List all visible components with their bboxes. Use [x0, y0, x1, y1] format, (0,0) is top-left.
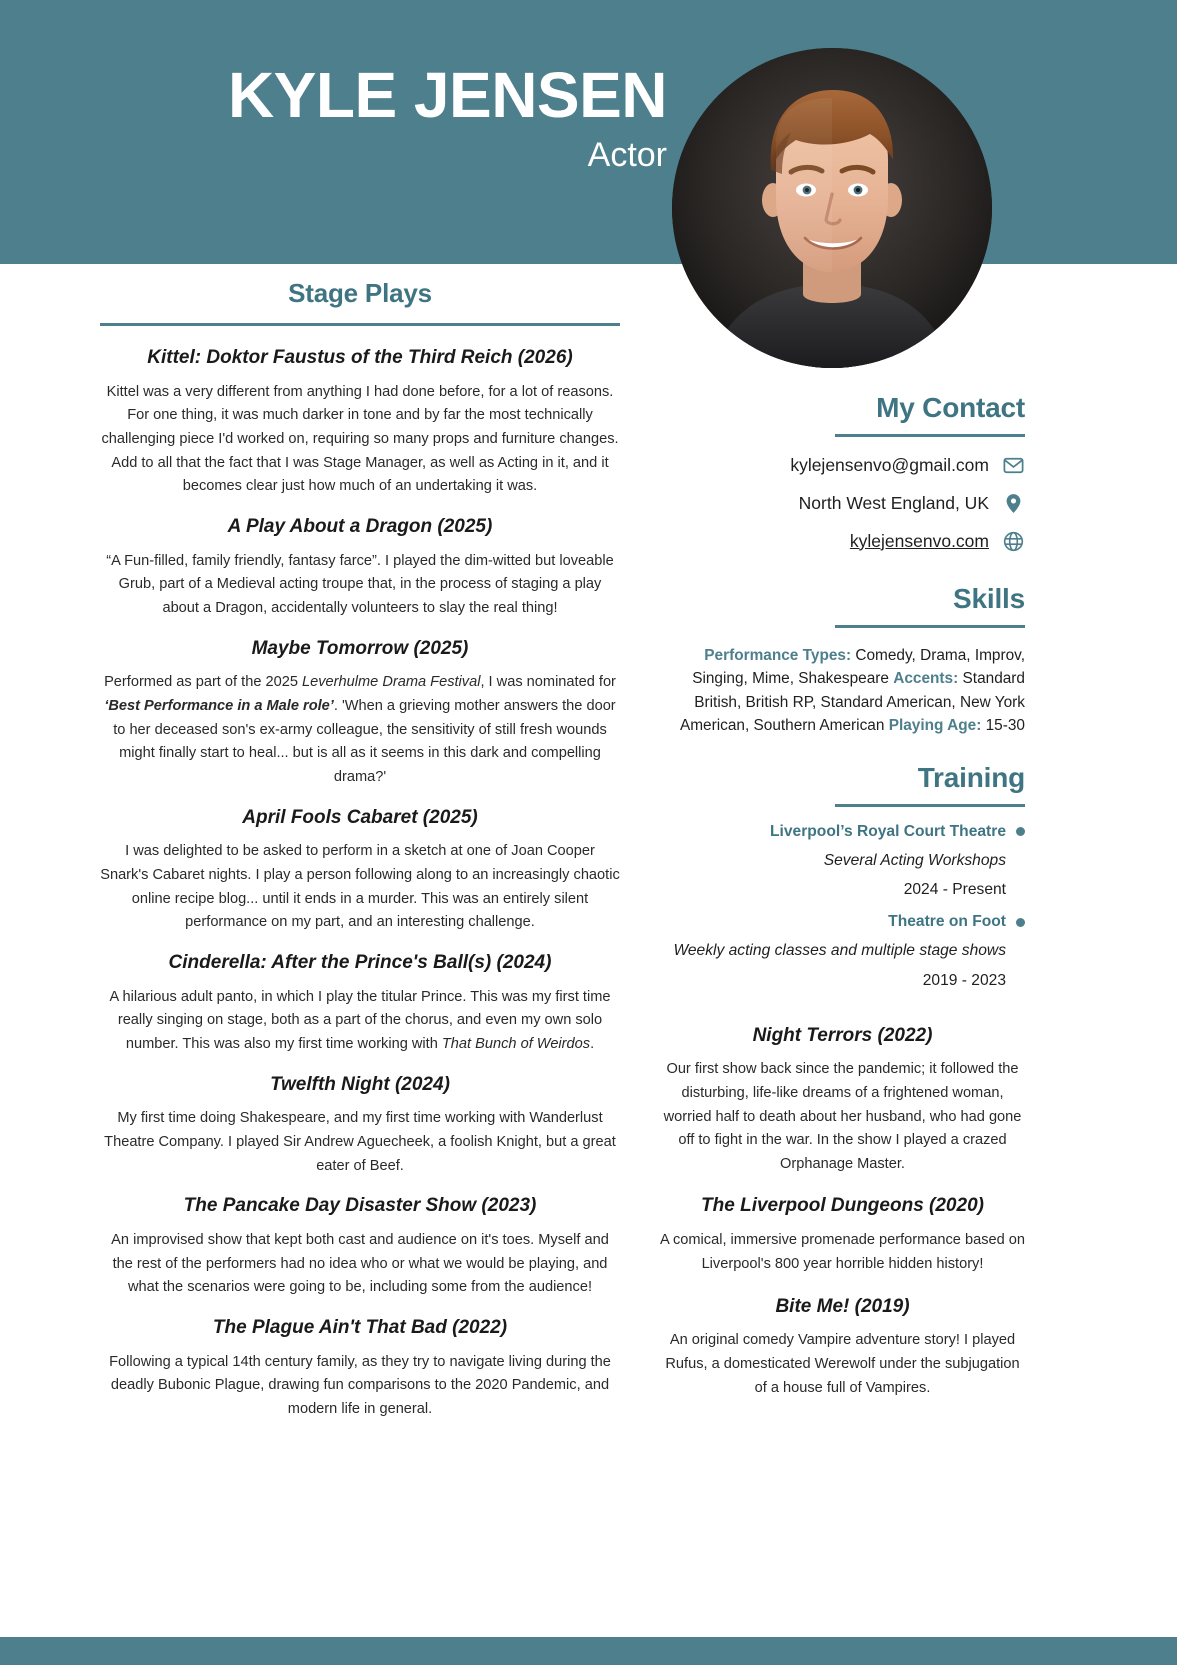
entry-title: The Liverpool Dungeons (2020) [701, 1195, 984, 1217]
training-org: Theatre on Foot [888, 913, 1006, 931]
page-title: KYLE JENSEN [227, 59, 667, 131]
entry-body: An improvised show that kept both cast and audience on it's toes. Myself and the rest of the performers had no idea who or what we would be playing, and what the scenarios were going to be, including some from the audience! [111, 1231, 609, 1296]
training-header [660, 913, 1025, 931]
training-entry [660, 913, 1025, 989]
contact-value: kylejensenvo@gmail.com [790, 454, 989, 475]
entry-body: A hilarious adult panto, in which I play the titular Prince. This was my first time really singing on stage, both as a part of the chorus, and even my own solo number. This was also my first time working with That Bunch of Weirdos. [109, 988, 611, 1052]
contact-value: North West England, UK [798, 492, 989, 513]
entry-title: Night Terrors (2022) [752, 1024, 933, 1046]
entry-body: I was delighted to be asked to perform in a sketch at one of Joan Cooper Snark's Cabaret nights. I play a person following along to an increasingly chaotic online recipe blog... until it ends in a murder. This was an entirely silent performance on my part, and an interesting challenge. [100, 843, 620, 931]
entry-title: The Plague Ain't That Bad (2022) [212, 1316, 508, 1338]
stage-play-entry [100, 515, 620, 621]
stage-play-entry [100, 806, 620, 935]
credit-entry [660, 1295, 1025, 1401]
entry-title: Twelfth Night (2024) [270, 1073, 450, 1095]
entry-body: A comical, immersive promenade performance based on Liverpool's 800 year horrible hidden history! [660, 1232, 1026, 1272]
entry-title: Cinderella: After the Prince's Ball(s) (2024) [168, 951, 552, 973]
training-dates: 2019 - 2023 [922, 971, 1006, 989]
contact-row[interactable] [660, 453, 1025, 477]
entry-title: Maybe Tomorrow (2025) [251, 637, 469, 659]
training-dates: 2024 - Present [903, 881, 1006, 899]
training-org: Liverpool’s Royal Court Theatre [770, 822, 1006, 840]
job-role: Actor [587, 136, 667, 175]
training-description: Several Acting Workshops [823, 851, 1006, 869]
map-pin-icon [1001, 491, 1025, 515]
contact-divider [835, 434, 1025, 437]
contact-row[interactable] [660, 491, 1025, 515]
stage-play-entry [100, 637, 620, 790]
bullet-dot-icon [1016, 918, 1025, 927]
skill-value: Comedy, Drama, Improv, Singing, Mime, Shakespeare [692, 647, 1025, 688]
entry-body: Following a typical 14th century family, as they try to navigate living during the deadly Bubonic Plague, drawing fun comparisons to the 2020 Pandemic, and modern life in general. [109, 1353, 611, 1417]
entry-body: An original comedy Vampire adventure story! I played Rufus, a domesticated Werewolf under the subjugation of a house full of Vampires. [665, 1332, 1020, 1396]
section-divider [100, 323, 620, 326]
sidebar-column [660, 392, 1025, 1400]
stage-play-entry [100, 951, 620, 1057]
stage-play-entry [100, 1073, 620, 1179]
training-entry [660, 823, 1025, 899]
skill-label: Performance Types: [704, 647, 852, 664]
training-header [660, 823, 1025, 841]
credit-entry [660, 1024, 1025, 1177]
skill-value: Standard British, British RP, Standard American, New York American, Southern American [679, 670, 1025, 735]
envelope-icon [1001, 453, 1025, 477]
training-list [660, 823, 1025, 990]
entry-body: Performed as part of the 2025 Leverhulme Drama Festival, I was nominated for ‘Best Performance in a Male role’. 'When a grieving mother answers the door to her deceased son's ex-army colleague, the sensitivity of still fresh wounds might finally start to heal... but is all as it seems in this dark and compelling drama?' [104, 674, 616, 785]
entry-title: The Pancake Day Disaster Show (2023) [183, 1195, 537, 1217]
skill-value: 15-30 [985, 717, 1025, 735]
entry-body: My first time doing Shakespeare, and my first time working with Wanderlust Theatre Company. I played Sir Andrew Aguecheek, a foolish Knight, but a great eater of Beef. [104, 1110, 616, 1174]
entry-title: April Fools Cabaret (2025) [242, 806, 478, 828]
training-divider [835, 804, 1025, 807]
bullet-dot-icon [1016, 827, 1025, 836]
entry-body: Kittel was a very different from anything I had done before, for a lot of reasons. For one thing, it was much darker in tone and by far the most technically challenging piece I'd worked on, requiring so many props and furniture changes. Add to all that the fact that I was Stage Manager, as well as Acting in it, and it becomes clear just how much of an undertaking it was. [101, 383, 619, 495]
entry-title: Bite Me! (2019) [775, 1295, 910, 1317]
contact-list [660, 453, 1025, 553]
stage-plays-heading: Stage Plays [288, 278, 432, 308]
skill-label: Playing Age: [888, 717, 982, 735]
skill-label: Accents: [893, 670, 959, 688]
stage-plays-column [100, 278, 620, 1436]
globe-icon [1001, 529, 1025, 553]
additional-credits-list [660, 1024, 1025, 1401]
credit-entry [660, 1194, 1025, 1276]
contact-value: kylejensenvo.com [849, 530, 989, 551]
header-banner [0, 0, 1177, 264]
stage-play-entry [100, 1316, 620, 1422]
training-description: Weekly acting classes and multiple stage shows [673, 942, 1006, 960]
contact-heading: My Contact [876, 392, 1025, 423]
skills-heading: Skills [953, 583, 1025, 614]
header-text-block [107, 59, 667, 175]
contact-row[interactable] [660, 529, 1025, 553]
stage-play-entry [100, 1194, 620, 1300]
entry-title: Kittel: Doktor Faustus of the Third Reich (2026) [147, 347, 573, 368]
entry-title: A Play About a Dragon (2025) [227, 515, 493, 537]
entry-body: “A Fun-filled, family friendly, fantasy farce”. I played the dim-witted but loveable Grub, part of a Medieval acting troupe that, in the process of staging a play about a Dragon, accidentally volunteers to slay the real thing! [106, 552, 614, 616]
training-heading: Training [917, 761, 1025, 793]
entry-body: Our first show back since the pandemic; it followed the disturbing, life-like dreams of a frightened woman, worried half to death about her husband, who had gone off to fight in the war. In the show I played a crazed Orphanage Master. [663, 1061, 1022, 1172]
skills-content [660, 644, 1025, 738]
stage-play-entry [100, 346, 620, 499]
stage-plays-list [100, 346, 620, 1422]
skills-divider [835, 625, 1025, 628]
avatar [672, 48, 992, 368]
footer-bar [0, 1637, 1177, 1665]
